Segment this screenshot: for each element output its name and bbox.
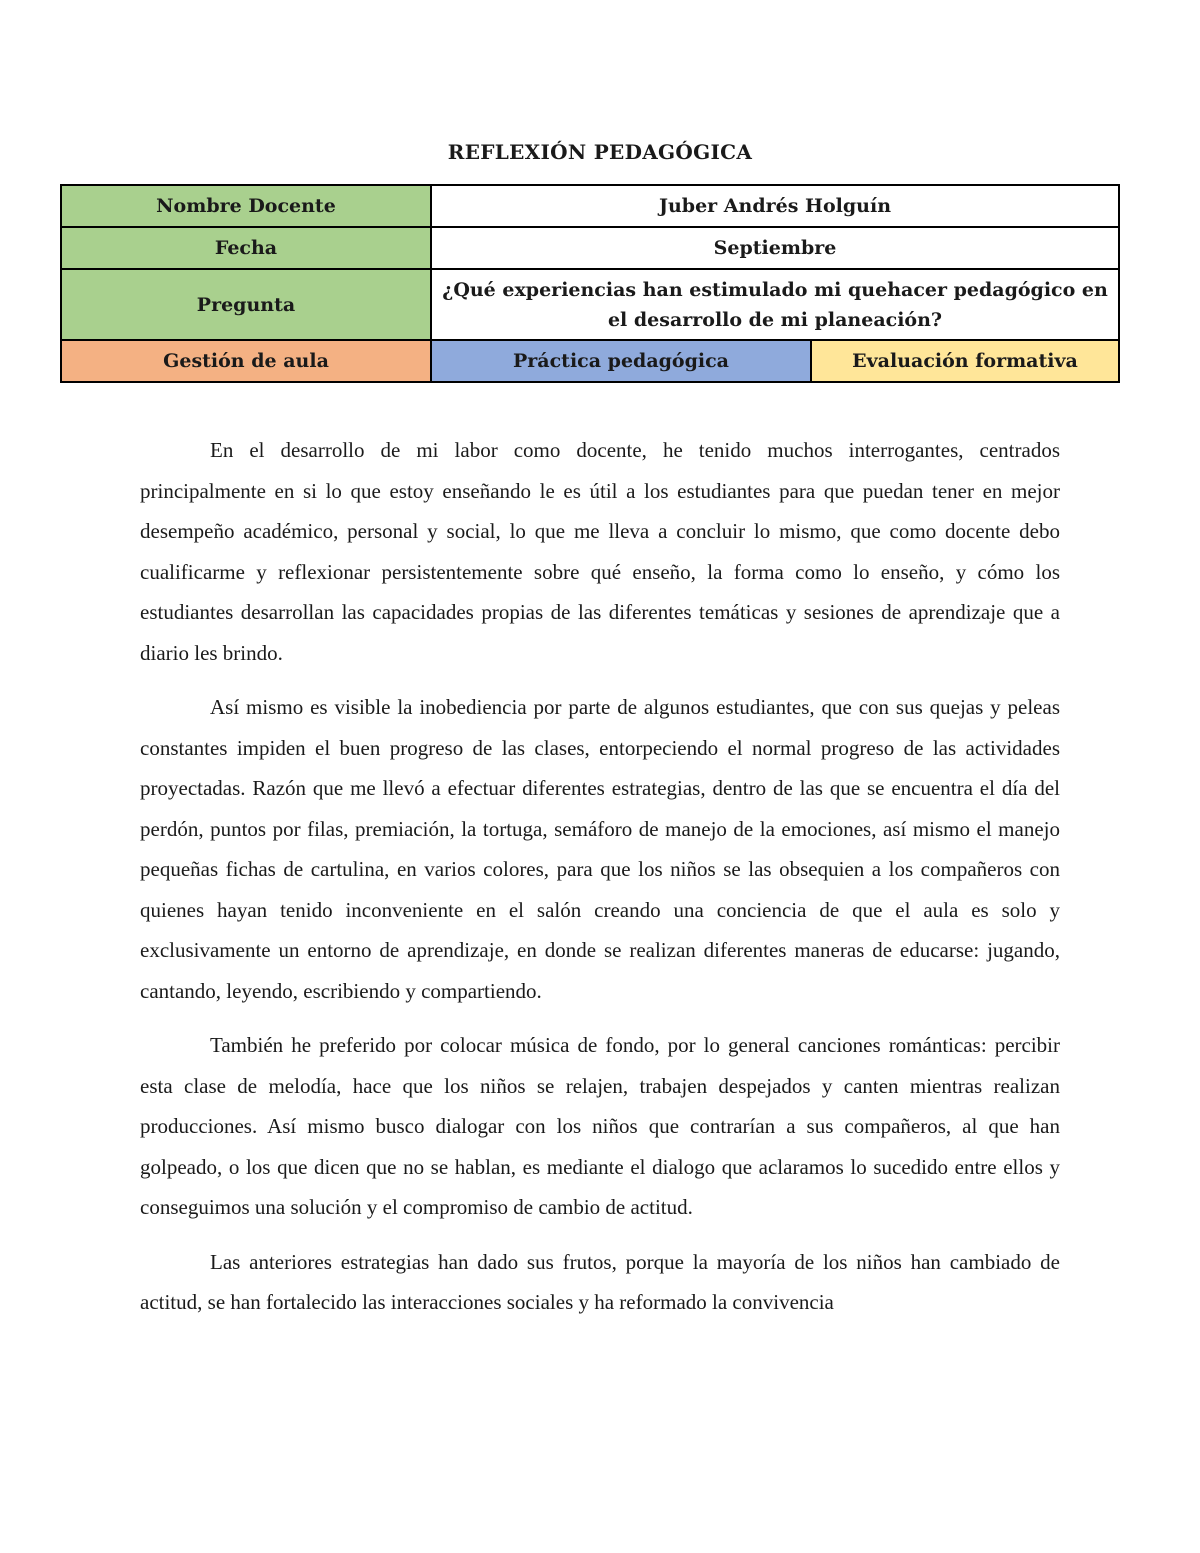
- fecha-value: Septiembre: [431, 227, 1119, 269]
- evaluacion-formativa-cell: Evaluación formativa: [811, 340, 1119, 382]
- info-table: [60, 184, 1120, 383]
- table-row-pregunta: [61, 269, 1119, 340]
- practica-pedagogica-cell: Práctica pedagógica: [431, 340, 811, 382]
- document-title: REFLEXIÓN PEDAGÓGICA: [447, 140, 753, 164]
- paragraph-1: En el desarrollo de mi labor como docente, he tenido muchos interrogantes, centrados principalmente en si lo que estoy enseñando le es útil a los estudiantes para que puedan tener en mejor desempeño académico, personal y social, lo que me lleva a concluir lo mismo, que como docente debo cualificarme y reflexionar persistentemente sobre qué enseño, la forma como lo enseño, y cómo los estudiantes desarrollan las capacidades propias de las diferentes temáticas y sesiones de aprendizaje que a diario les brindo.: [140, 438, 1060, 665]
- body-text: [140, 430, 1060, 1337]
- table-row-categories: [61, 340, 1119, 382]
- fecha-label: Fecha: [61, 227, 431, 269]
- paragraph-3: También he preferido por colocar música de fondo, por lo general canciones románticas: percibir esta clase de melodía, hace que los niños se relajen, trabajen despejados y canten mientras realizan producciones. Así mismo busco dialogar con los niños que contrarían a sus compañeros, al que han golpeado, o los que dicen que no se hablan, es mediante el dialogo que aclaramos lo sucedido entre ellos y conseguimos una solución y el compromiso de cambio de actitud.: [140, 1033, 1060, 1219]
- nombre-label: Nombre Docente: [61, 185, 431, 227]
- paragraph-2: Así mismo es visible la inobediencia por parte de algunos estudiantes, que con sus quejas y peleas constantes impiden el buen progreso de las clases, entorpeciendo el normal progreso de las actividades proyectadas. Razón que me llevó a efectuar diferentes estrategias, dentro de las que se encuentra el día del perdón, puntos por filas, premiación, la tortuga, semáforo de manejo de la emociones, así mismo el manejo pequeñas fichas de cartulina, en varios colores, para que los niños se las obsequien a los compañeros con quienes hayan tenido inconveniente en el salón creando una conciencia de que el aula es solo y exclusivamente un entorno de aprendizaje, en donde se realizan diferentes maneras de educarse: jugando, cantando, leyendo, escribiendo y compartiendo.: [140, 695, 1060, 1003]
- pregunta-value: ¿Qué experiencias han estimulado mi quehacer pedagógico en el desarrollo de mi planeación?: [431, 269, 1119, 340]
- nombre-value: Juber Andrés Holguín: [431, 185, 1119, 227]
- gestion-de-aula-cell: Gestión de aula: [61, 340, 431, 382]
- table-row-nombre: [61, 185, 1119, 227]
- table-row-fecha: [61, 227, 1119, 269]
- paragraph-4: Las anteriores estrategias han dado sus frutos, porque la mayoría de los niños han cambiado de actitud, se han fortalecido las interacciones sociales y ha reformado la convivencia: [140, 1249, 1060, 1314]
- pregunta-label: Pregunta: [61, 269, 431, 340]
